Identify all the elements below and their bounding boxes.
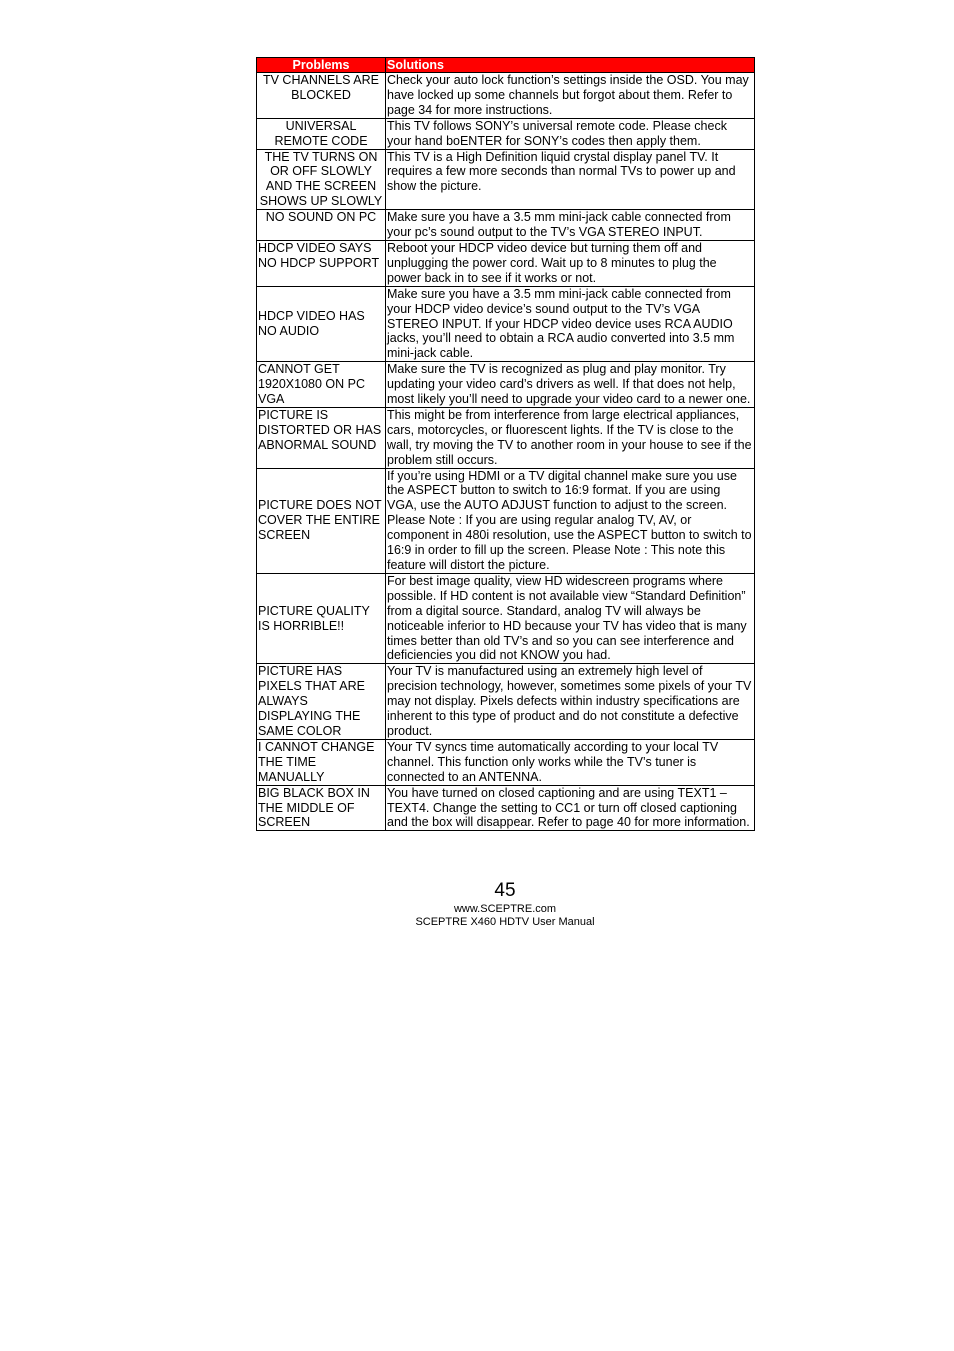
problems-header: Problems [257, 58, 386, 73]
table-row [257, 73, 755, 119]
table-row [257, 664, 755, 740]
problem-cell: HDCP VIDEO HAS NO AUDIO [257, 286, 386, 362]
table-header-row [257, 58, 755, 73]
solution-cell: Make sure you have a 3.5 mm mini-jack cable connected from your pc’s sound output to the TV’s VGA STEREO INPUT. [386, 210, 755, 241]
table-row [257, 407, 755, 468]
solution-cell: Reboot your HDCP video device but turning them off and unplugging the power cord. Wait up to 8 minutes to plug the power back in to see if it works or not. [386, 240, 755, 286]
table-row [257, 573, 755, 663]
solution-cell: If you’re using HDMI or a TV digital channel make sure you use the ASPECT button to switch to 16:9 format. If you are using VGA, use the AUTO ADJUST function to adjust to the screen. Please Note : If you are using regular analog TV, AV, or component in 480i resolution, use the ASPECT button to switch to 16:9 in order to fill up the screen. Please Note : This note this feature will distort the picture. [386, 468, 755, 573]
solution-cell: Check your auto lock function’s settings inside the OSD. You may have locked up some channels but forgot about them. Refer to page 34 for more instructions. [386, 73, 755, 119]
problem-cell: PICTURE IS DISTORTED OR HAS ABNORMAL SOUND [257, 407, 386, 468]
problem-cell: PICTURE DOES NOT COVER THE ENTIRE SCREEN [257, 468, 386, 573]
problem-cell: CANNOT GET 1920X1080 ON PC VGA [257, 362, 386, 408]
website-url: www.SCEPTRE.com [453, 903, 557, 915]
table-row [257, 149, 755, 210]
solution-cell: Your TV is manufactured using an extremely high level of precision technology, however, sometimes some pixels of your TV may not display. Pixels defects within industry specifications are inherent to this type of product and do not constitute a defective product. [386, 664, 755, 740]
problem-cell: BIG BLACK BOX IN THE MIDDLE OF SCREEN [257, 785, 386, 831]
table-row [257, 468, 755, 573]
solution-cell: This might be from interference from large electrical appliances, cars, motorcycles, or fluorescent lights. If the TV is close to the wall, try moving the TV to another room in your house to see if the problem still occurs. [386, 407, 755, 468]
solution-cell: You have turned on closed captioning and are using TEXT1 – TEXT4. Change the setting to CC1 or turn off closed captioning and the box will disappear. Refer to page 40 for more information. [386, 785, 755, 831]
table-row [257, 362, 755, 408]
troubleshooting-table [256, 57, 755, 831]
table-row [257, 240, 755, 286]
problem-cell: UNIVERSAL REMOTE CODE [257, 118, 386, 149]
problem-cell: PICTURE HAS PIXELS THAT ARE ALWAYS DISPLAYING THE SAME COLOR [257, 664, 386, 740]
table-row [257, 210, 755, 241]
table-row [257, 739, 755, 785]
page-number: 45 [494, 880, 516, 901]
manual-title: SCEPTRE X460 HDTV User Manual [415, 916, 595, 928]
solution-cell: For best image quality, view HD widescreen programs where possible. If HD content is not available view “Standard Definition” from a digital source. Standard, analog TV will always be noticeable inferior to HD because your TV has video that is many times better than old TV’s and so you can see interference and deficiencies you did not KNOW you had. [386, 573, 755, 663]
solution-cell: Make sure you have a 3.5 mm mini-jack cable connected from your HDCP video device’s sound output to the TV’s VGA STEREO INPUT. If your HDCP video device uses RCA AUDIO jacks, you’ll need to obtain a RCA audio converted into 3.5 mm mini-jack cable. [386, 286, 755, 362]
problem-cell: TV CHANNELS ARE BLOCKED [257, 73, 386, 119]
solution-cell: Your TV syncs time automatically according to your local TV channel. This function only works while the TV’s tuner is connected to an ANTENNA. [386, 739, 755, 785]
problem-cell: HDCP VIDEO SAYS NO HDCP SUPPORT [257, 240, 386, 286]
table-row [257, 118, 755, 149]
solution-cell: This TV follows SONY’s universal remote code. Please check your hand boENTER for SONY’s codes then apply them. [386, 118, 755, 149]
problem-cell: I CANNOT CHANGE THE TIME MANUALLY [257, 739, 386, 785]
problem-cell: THE TV TURNS ON OR OFF SLOWLY AND THE SCREEN SHOWS UP SLOWLY [257, 149, 386, 210]
solution-cell: This TV is a High Definition liquid crystal display panel TV. It requires a few more seconds than normal TVs to power up and show the picture. [386, 149, 755, 210]
table-row [257, 286, 755, 362]
table-row [257, 785, 755, 831]
problem-cell: NO SOUND ON PC [257, 210, 386, 241]
solution-cell: Make sure the TV is recognized as plug and play monitor. Try updating your video card’s drivers as well. If that does not help, most likely you’ll need to upgrade your video card to a newer one. [386, 362, 755, 408]
solutions-header: Solutions [386, 58, 755, 73]
problem-cell: PICTURE QUALITY IS HORRIBLE!! [257, 573, 386, 663]
